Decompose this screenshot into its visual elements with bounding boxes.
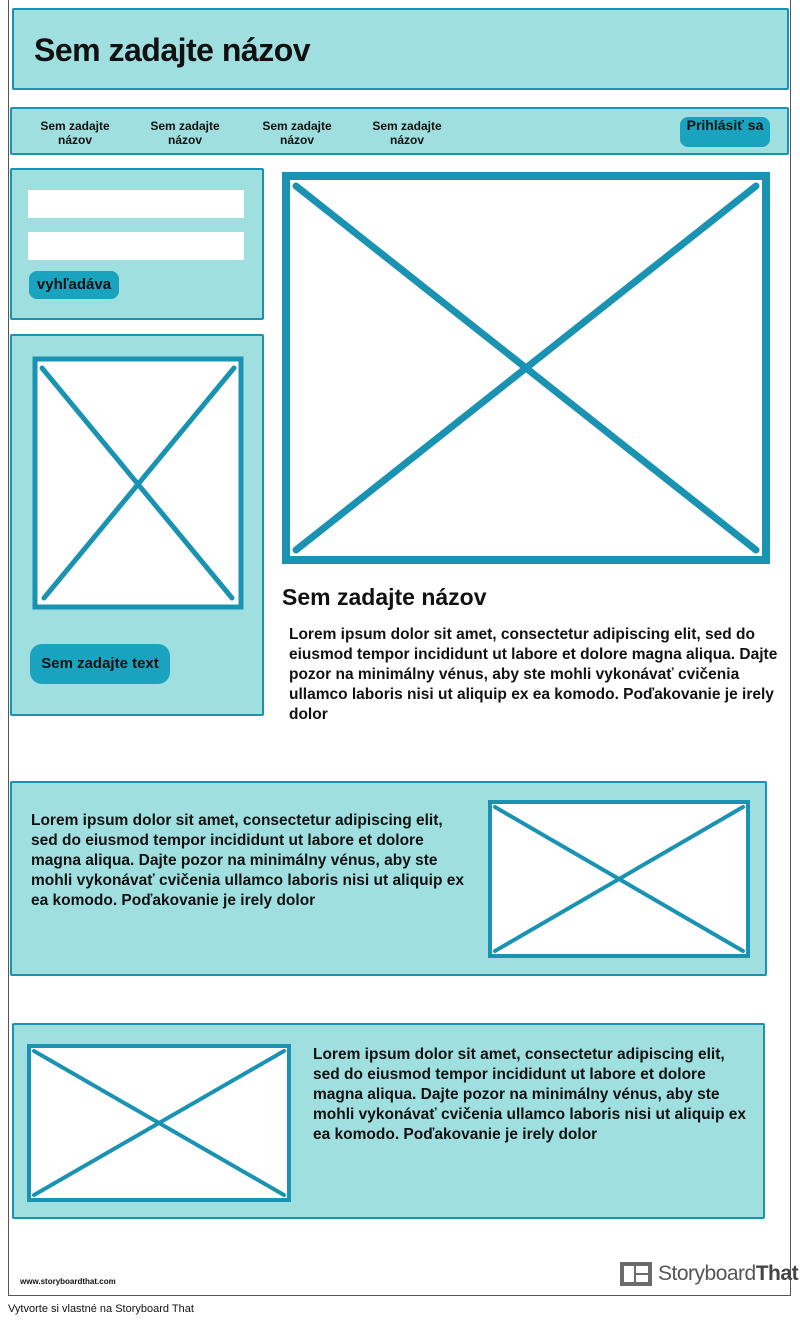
nav-item-2[interactable]: Sem zadajte názov (150, 119, 220, 147)
row1-paragraph: Lorem ipsum dolor sit amet, consectetur adipiscing elit, sed do eiusmod tempor incididunt ut labore et dolore magna aliqua. Dajte pozor na minimálny vénus, aby ste mohli vykonávať cvičenia ullamco laboris nisi ut aliquip ex ea komodo. Poďakovanie je irely dolor (31, 812, 464, 909)
content-row-1 (10, 781, 767, 976)
nav-item-1[interactable]: Sem zadajte názov (40, 119, 110, 147)
header-bar (12, 8, 789, 90)
page-title: Sem zadajte názov (34, 32, 311, 68)
content-row-2 (12, 1023, 765, 1219)
footer-url[interactable]: www.storyboardthat.com (20, 1277, 116, 1286)
nav-item-3[interactable]: Sem zadajte názov (262, 119, 332, 147)
search-button[interactable]: vyhľadáva (29, 271, 119, 299)
image-placeholder-icon (26, 1043, 292, 1203)
storyboardthat-logo-icon[interactable] (620, 1261, 799, 1287)
nav-bar (10, 107, 789, 155)
row2-paragraph: Lorem ipsum dolor sit amet, consectetur adipiscing elit, sed do eiusmod tempor incididunt ut labore et dolore magna aliqua. Dajte pozor na minimálny vénus, aby ste mohli vykonávať cvičenia ullamco laboris nisi ut aliquip ex ea komodo. Poďakovanie je irely dolor (313, 1046, 746, 1143)
sidebar-text-button[interactable]: Sem zadajte text (30, 644, 170, 684)
logo-mark-icon (620, 1262, 652, 1286)
logo-text (658, 1261, 798, 1287)
search-input-2[interactable] (28, 232, 244, 260)
nav-item-4[interactable]: Sem zadajte názov (372, 119, 442, 147)
search-panel (10, 168, 264, 320)
sidebar-panel (10, 334, 264, 716)
logo-text-bold: That (755, 1262, 799, 1285)
image-placeholder-icon (487, 799, 751, 959)
search-input-1[interactable] (28, 190, 244, 218)
image-placeholder-icon (282, 172, 770, 564)
login-button[interactable]: Prihlásiť sa (680, 117, 770, 147)
main-paragraph: Lorem ipsum dolor sit amet, consectetur adipiscing elit, sed do eiusmod tempor incididunt ut labore et dolore magna aliqua. Dajte pozor na minimálny vénus, aby ste mohli vykonávať cvičenia ullamco laboris nisi ut aliquip ex ea komodo. Poďakovanie je irely dolor (289, 626, 778, 723)
section-title: Sem zadajte názov (282, 584, 487, 610)
image-placeholder-icon (32, 356, 244, 610)
logo-text-light: Storyboard (658, 1262, 756, 1285)
credit-text: Vytvorte si vlastné na Storyboard That (8, 1303, 194, 1315)
